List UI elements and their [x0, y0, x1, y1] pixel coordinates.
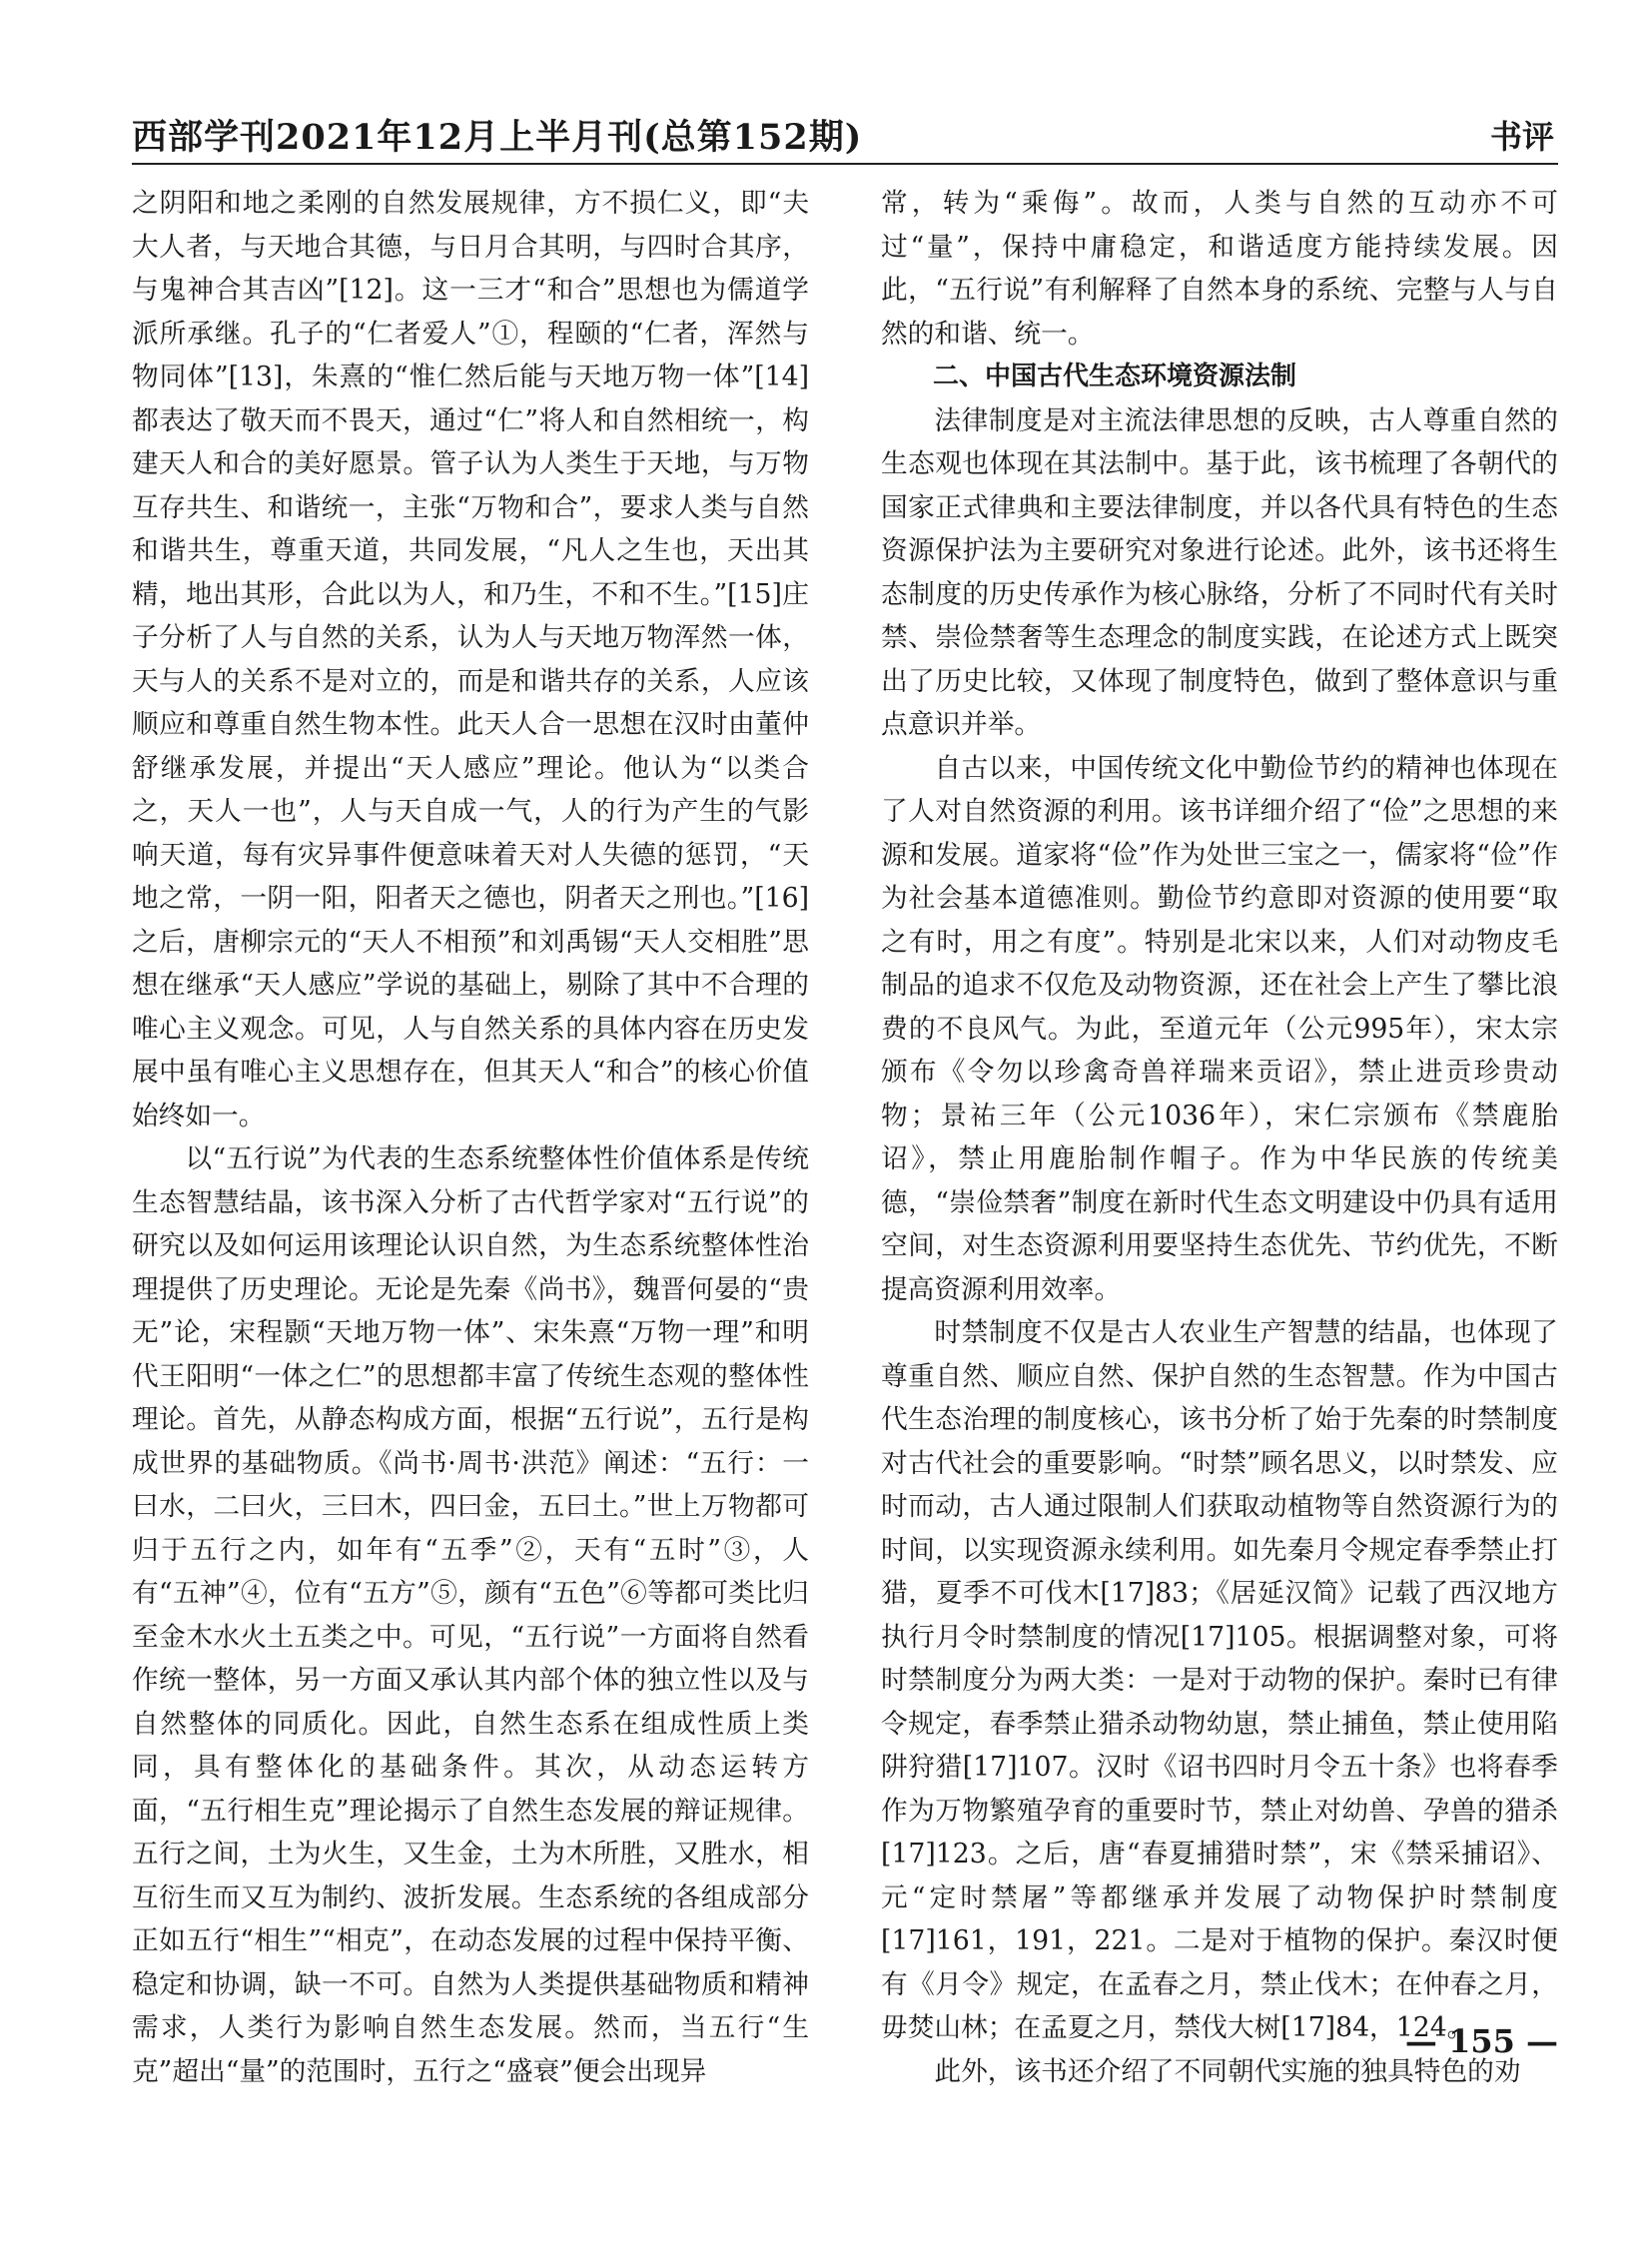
- left-column: [132, 182, 809, 2093]
- paragraph: 之阴阳和地之柔刚的自然发展规律，方不损仁义，即“夫大人者，与天地合其德，与日月合其明，与四时合其序，与鬼神合其吉凶”[12]。这一三才“和合”思想也为儒道学派所承继。孔子的“仁者爱人”①，程颐的“仁者，浑然与物同体”[13]，朱熹的“惟仁然后能与天地万物一体”[14]都表达了敬天而不畏天，通过“仁”将人和自然相统一，构建天人和合的美好愿景。管子认为人类生于天地，与万物互存共生、和谐统一，主张“万物和合”，要求人类与自然和谐共生，尊重天道，共同发展，“凡人之生也，天出其精，地出其形，合此以为人，和乃生，不和不生。”[15]庄子分析了人与自然的关系，认为人与天地万物浑然一体，天与人的关系不是对立的，而是和谐共存的关系，人应该顺应和尊重自然生物本性。此天人合一思想在汉时由董仲舒继承发展，并提出“天人感应”理论。他认为“以类合之，天人一也”，人与天自成一气，人的行为产生的气影响天道，每有灾异事件便意味着天对人失德的惩罚，“天地之常，一阴一阳，阳者天之德也，阴者天之刑也。”[16]之后，唐柳宗元的“天人不相预”和刘禹锡“天人交相胜”思想在继承“天人感应”学说的基础上，剔除了其中不合理的唯心主义观念。可见，人与自然关系的具体内容在历史发展中虽有唯心主义思想存在，但其天人“和合”的核心价值始终如一。: [132, 188, 809, 1131]
- paragraph: 自古以来，中国传统文化中勤俭节约的精神也体现在了人对自然资源的利用。该书详细介绍了“俭”之思想的来源和发展。道家将“俭”作为处世三宝之一，儒家将“俭”作为社会基本道德准则。勤俭节约意即对资源的使用要“取之有时，用之有度”。特别是北宋以来，人们对动物皮毛制品的追求不仅危及动物资源，还在社会上产生了攀比浪费的不良风气。为此，至道元年（公元995年），宋太宗颁布《令勿以珍禽奇兽祥瑞来贡诏》，禁止进贡珍贵动物；景祐三年（公元1036年），宋仁宗颁布《禁鹿胎诏》，禁止用鹿胎制作帽子。作为中华民族的传统美德，“崇俭禁奢”制度在新时代生态文明建设中仍具有适用空间，对生态资源利用要坚持生态优先、节约优先，不断提高资源利用效率。: [881, 752, 1558, 1305]
- paragraph: 以“五行说”为代表的生态系统整体性价值体系是传统生态智慧结晶，该书深入分析了古代哲学家对“五行说”的研究以及如何运用该理论认识自然，为生态系统整体性治理提供了历史理论。无论是先秦《尚书》，魏晋何晏的“贵无”论，宋程颢“天地万物一体”、宋朱熹“万物一理”和明代王阳明“一体之仁”的思想都丰富了传统生态观的整体性理论。首先，从静态构成方面，根据“五行说”，五行是构成世界的基础物质。《尚书·周书·洪范》阐述：“五行：一曰水，二曰火，三曰木，四曰金，五曰土。”世上万物都可归于五行之内，如年有“五季”②，天有“五时”③，人有“五神”④，位有“五方”⑤，颜有“五色”⑥等都可类比归至金木水火土五类之中。可见，“五行说”一方面将自然看作统一整体，另一方面又承认其内部个体的独立性以及与自然整体的同质化。因此，自然生态系在组成性质上类同，具有整体化的基础条件。其次，从动态运转方面，“五行相生克”理论揭示了自然生态发展的辩证规律。五行之间，土为火生，又生金，土为木所胜，又胜水，相互衍生而又互为制约、波折发展。生态系统的各组成部分正如五行“相生”“相克”，在动态发展的过程中保持平衡、稳定和协调，缺一不可。自然为人类提供基础物质和精神需求，人类行为影响自然生态发展。然而，当五行“生克”超出“量”的范围时，五行之“盛衰”便会出现异: [132, 1143, 809, 2087]
- page-number: — 155 —: [1404, 2022, 1558, 2060]
- header-rule: [132, 163, 1558, 165]
- right-column: [881, 182, 1558, 2093]
- section-heading: 二、中国古代生态环境资源法制: [933, 362, 1297, 391]
- paragraph: 时禁制度不仅是古人农业生产智慧的结晶，也体现了尊重自然、顺应自然、保护自然的生态智慧。作为中国古代生态治理的制度核心，该书分析了始于先秦的时禁制度对古代社会的重要影响。“时禁”顾名思义，以时禁发、应时而动，古人通过限制人们获取动植物等自然资源行为的时间，以实现资源永续利用。如先秦月令规定春季禁止打猎，夏季不可伐木[17]83；《居延汉简》记载了西汉地方执行月令时禁制度的情况[17]105。根据调整对象，可将时禁制度分为两大类：一是对于动物的保护。秦时已有律令规定，春季禁止猎杀动物幼崽，禁止捕鱼，禁止使用陷阱狩猎[17]107。汉时《诏书四时月令五十条》也将春季作为万物繁殖孕育的重要时节，禁止对幼兽、孕兽的猎杀[17]123。之后，唐“春夏捕猎时禁”，宋《禁采捕诏》、元“定时禁屠”等都继承并发展了动物保护时禁制度[17]161，191，221。二是对于植物的保护。秦汉时便有《月令》规定，在孟春之月，禁止伐木；在仲春之月，毋焚山林；在孟夏之月，禁伐大树[17]84，124。: [881, 1317, 1558, 2043]
- paragraph: 法律制度是对主流法律思想的反映，古人尊重自然的生态观也体现在其法制中。基于此，该书梳理了各朝代的国家正式律典和主要法律制度，并以各代具有特色的生态资源保护法为主要研究对象进行论述。此外，该书还将生态制度的历史传承作为核心脉络，分析了不同时代有关时禁、崇俭禁奢等生态理念的制度实践，在论述方式上既突出了历史比较，又体现了制度特色，做到了整体意识与重点意识并举。: [881, 404, 1558, 740]
- running-header: [132, 110, 1558, 160]
- section-label: 书评: [1489, 118, 1554, 156]
- paragraph: 此外，该书还介绍了不同朝代实施的独具特色的劝: [934, 2055, 1521, 2087]
- paragraph: 常，转为“乘侮”。故而，人类与自然的互动亦不可过“量”，保持中庸稳定，和谐适度方能持续发展。因此，“五行说”有利解释了自然本身的系统、完整与人与自然的和谐、统一。: [881, 188, 1558, 350]
- journal-title: 西部学刊2021年12月上半月刊(总第152期): [132, 117, 863, 158]
